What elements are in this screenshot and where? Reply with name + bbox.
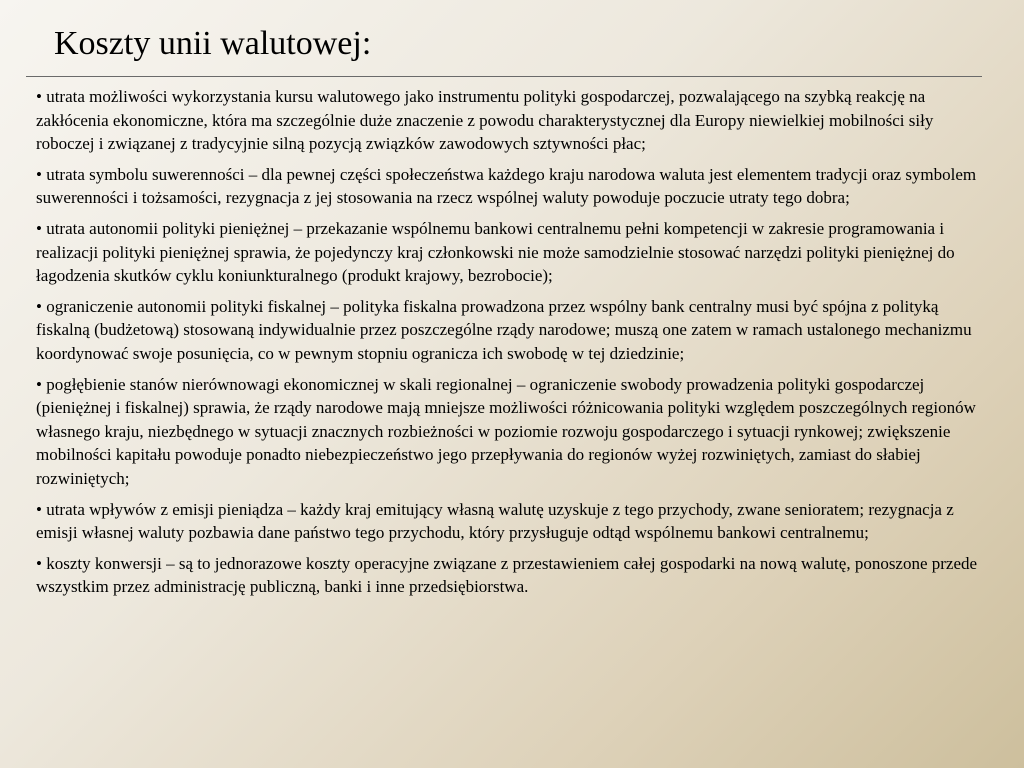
bullet-list <box>36 85 981 606</box>
bullet-seigniorage-loss: • utrata wpływów z emisji pieniądza – każdy kraj emitujący własną walutę uzyskuje z tego przychody, zwane senioratem; rezygnacja z emisji własnej waluty pozbawia dane państwo tego przychodu, który przysługuje odtąd wspólnemu bankowi centralnemu; <box>36 499 954 543</box>
bullet-monetary-autonomy-loss: • utrata autonomii polityki pieniężnej – przekazanie wspólnemu bankowi centralnemu pełni kompetencji w zakresie programowania i realizacji polityki pieniężnej sprawia, że pojedynczy kraj członkowski nie może samodzielnie stosować narzędzi polityki pieniężnej do łagodzenia skutków cyklu koniunkturalnego (produkt krajowy, bezrobocie); <box>36 218 955 286</box>
slide-title: Koszty unii walutowej: <box>54 25 372 62</box>
title-divider <box>26 76 982 77</box>
bullet-regional-imbalance: • pogłębienie stanów nierównowagi ekonomicznej w skali regionalnej – ograniczenie swobody prowadzenia polityki gospodarczej (pieniężnej i fiskalnej) sprawia, że rządy narodowe mają mniejsze możliwości różnicowania polityki względem poszczególnych regionów własnego kraju, niezbędnego w sytuacji znacznych rozbieżności w poziomie rozwoju gospodarczego i sytuacji rynkowej; zwiększenie mobilności kapitału powoduje ponadto niebezpieczeństwo jego przepływania do regionów wyżej rozwiniętych, zamiast do słabiej rozwiniętych; <box>36 374 976 488</box>
bullet-exchange-rate-loss: • utrata możliwości wykorzystania kursu walutowego jako instrumentu polityki gospodarczej, pozwalającego na szybką reakcję na zakłócenia ekonomiczne, która ma szczególnie duże znaczenie z powodu charakterystycznej dla Europy niewielkiej mobilności siły roboczej i związanej z tradycyjnie silną pozycją związków zawodowych sztywności płac; <box>36 87 934 154</box>
bullet-sovereignty-loss: • utrata symbolu suwerenności – dla pewnej części społeczeństwa każdego kraju narodowa waluta jest elementem tradycji oraz symbolem suwerenności i tożsamości, rezygnacja z jej stosowania na rzecz wspólnej waluty powoduje poczucie utraty tego dobra; <box>36 164 977 208</box>
bullet-conversion-costs: • koszty konwersji – są to jednorazowe koszty operacyjne związane z przestawieniem całej gospodarki na nową walutę, ponoszone przede wszystkim przez administrację publiczną, banki i inne przedsiębiorstwa. <box>36 553 978 597</box>
bullet-fiscal-autonomy-limit: • ograniczenie autonomii polityki fiskalnej – polityka fiskalna prowadzona przez wspólny bank centralny musi być spójna z polityką fiskalną (budżetową) stosowaną indywidualnie przez poszczególne rządy narodowe; muszą one zatem w ramach ustalonego mechanizmu koordynować swoje posunięcia, co w pewnym stopniu ogranicza ich swobodę w tej dziedzinie; <box>36 296 972 363</box>
